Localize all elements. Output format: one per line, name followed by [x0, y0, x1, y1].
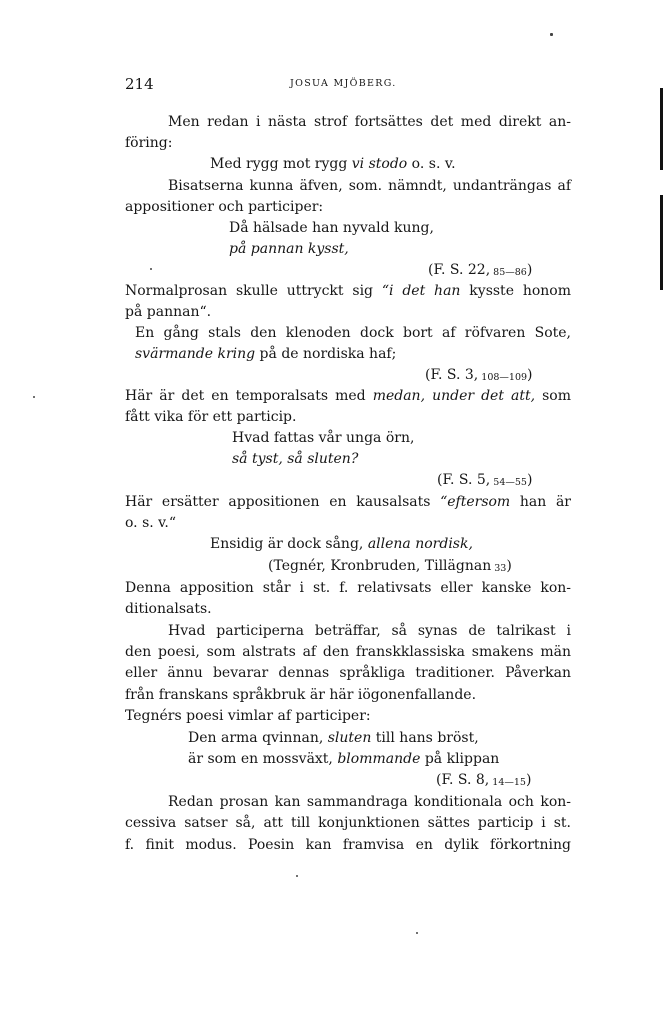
italic-text: “i det han: [381, 283, 461, 299]
text-run: (Tegnér, Kronbruden, Tillägnan: [268, 558, 492, 574]
text-line: [232, 429, 414, 447]
scan-speck: [416, 932, 418, 934]
italic-text: “eftersom: [440, 494, 511, 510]
text-line: [125, 814, 571, 832]
line-ref-subscript: 54—55: [490, 477, 527, 488]
text-line: [125, 198, 323, 216]
text-line: [125, 643, 571, 661]
text-run: appositioner och participer:: [125, 199, 324, 215]
text-run: ): [526, 472, 533, 488]
text-run: o. s. v.“: [125, 515, 177, 531]
italic-text: medan, under det att,: [372, 388, 536, 404]
running-title: JOSUA MJÖBERG.: [290, 78, 397, 89]
text-line: [168, 113, 571, 131]
line-ref-subscript: 85—86: [490, 267, 527, 278]
text-run: ): [506, 558, 512, 574]
text-line: [425, 366, 533, 387]
text-line: [268, 557, 512, 578]
italic-text: vi stodo: [351, 156, 408, 172]
text-run: Denna apposition står i st. f. relativsats eller kanske kon-: [125, 580, 571, 596]
text-run: från franskans språkbruk är här iögonenfallande.: [125, 687, 477, 703]
text-line: [168, 177, 571, 195]
italic-text: svärmande kring: [135, 346, 256, 362]
text-run: Då hälsade han nyvald kung,: [229, 220, 434, 236]
italic-text: på pannan kysst,: [229, 241, 349, 257]
text-line: [125, 134, 172, 152]
scan-speck: [150, 268, 152, 270]
text-run: (F. S. 22,: [428, 262, 491, 278]
text-run: (F. S. 8,: [436, 772, 490, 788]
text-line: [168, 793, 571, 811]
text-run: (F. S. 3,: [425, 367, 479, 383]
text-line: [436, 771, 531, 792]
text-run: som: [535, 388, 571, 404]
text-run: ): [525, 772, 532, 788]
text-run: den poesi, som alstrats af den franskklassiska smakens män: [125, 644, 571, 660]
text-run: Med rygg mot rygg: [210, 156, 352, 172]
scan-edge-mark: [660, 195, 663, 290]
text-line: [210, 155, 456, 173]
text-run: ): [527, 367, 533, 383]
text-run: fått vika för ett particip.: [125, 409, 297, 425]
scan-speck: [550, 33, 553, 36]
text-run: Hvad participerna beträffar, så synas de talrikast i: [168, 623, 571, 639]
text-run: han är: [510, 494, 571, 510]
text-run: ): [526, 262, 533, 278]
text-run: kysste honom: [460, 283, 571, 299]
text-run: En gång stals den klenoden dock bort af röfvaren Sote,: [135, 325, 571, 341]
scan-edge-mark: [660, 88, 663, 170]
page-number: 214: [125, 75, 154, 93]
text-run: Tegnérs poesi vimlar af participer:: [125, 708, 371, 724]
text-run: Bisatserna kunna äfven, som. nämndt, undanträngas af: [168, 178, 571, 194]
italic-text: allena nordisk,: [367, 536, 473, 552]
text-line: [135, 345, 396, 363]
text-run: på de nordiska haf;: [255, 346, 397, 362]
text-line: [229, 240, 349, 258]
text-line: [188, 750, 499, 768]
text-run: Men redan i nästa strof fortsättes det med direkt an-: [168, 114, 571, 130]
text-run: Normalprosan skulle uttryckt sig: [125, 283, 382, 299]
line-ref-subscript: 108—109: [478, 372, 528, 383]
text-line: [125, 303, 211, 321]
text-run: på pannan“.: [125, 304, 212, 320]
scan-speck: [33, 396, 35, 398]
text-run: f. finit modus. Poesin kan framvisa en dylik förkortning: [125, 837, 571, 853]
text-run: cessiva satser så, att till konjunktionen sättes particip i st.: [125, 815, 571, 831]
text-line: [135, 324, 571, 342]
text-line: [229, 219, 434, 237]
text-line: [210, 535, 473, 553]
text-line: [125, 686, 476, 704]
text-line: [125, 514, 176, 532]
text-line: [125, 579, 571, 597]
text-line: [437, 471, 532, 492]
text-line: [125, 600, 212, 618]
text-run: o. s. v.: [407, 156, 456, 172]
text-line: [125, 664, 571, 682]
text-run: Den arma qvinnan,: [188, 730, 328, 746]
text-run: Redan prosan kan sammandraga konditionala och kon-: [168, 794, 571, 810]
line-ref-subscript: 33: [491, 563, 507, 574]
text-line: [232, 450, 358, 468]
text-run: ditionalsats.: [125, 601, 212, 617]
text-run: (F. S. 5,: [437, 472, 491, 488]
text-line: [125, 387, 571, 405]
text-line: [125, 408, 296, 426]
text-run: Här ersätter appositionen en kausalsats: [125, 494, 441, 510]
text-run: Hvad fattas vår unga örn,: [232, 430, 415, 446]
text-line: [428, 261, 532, 282]
text-run: på klippan: [420, 751, 500, 767]
text-line: [125, 707, 371, 725]
text-run: föring:: [125, 135, 173, 151]
text-run: eller ännu bevarar dennas språkliga traditioner. Påverkan: [125, 665, 571, 681]
text-line: [125, 282, 571, 300]
text-line: [125, 836, 571, 854]
text-line: [168, 622, 571, 640]
text-run: Här är det en temporalsats med: [125, 388, 373, 404]
text-run: till hans bröst,: [371, 730, 479, 746]
italic-text: så tyst, så sluten?: [232, 451, 359, 467]
italic-text: sluten: [327, 730, 372, 746]
text-line: [188, 729, 479, 747]
text-run: är som en mossväxt,: [188, 751, 338, 767]
text-line: [125, 493, 571, 511]
scan-speck: [296, 875, 298, 877]
italic-text: blommande: [337, 751, 421, 767]
text-run: Ensidig är dock sång,: [210, 536, 368, 552]
line-ref-subscript: 14—15: [489, 777, 526, 788]
